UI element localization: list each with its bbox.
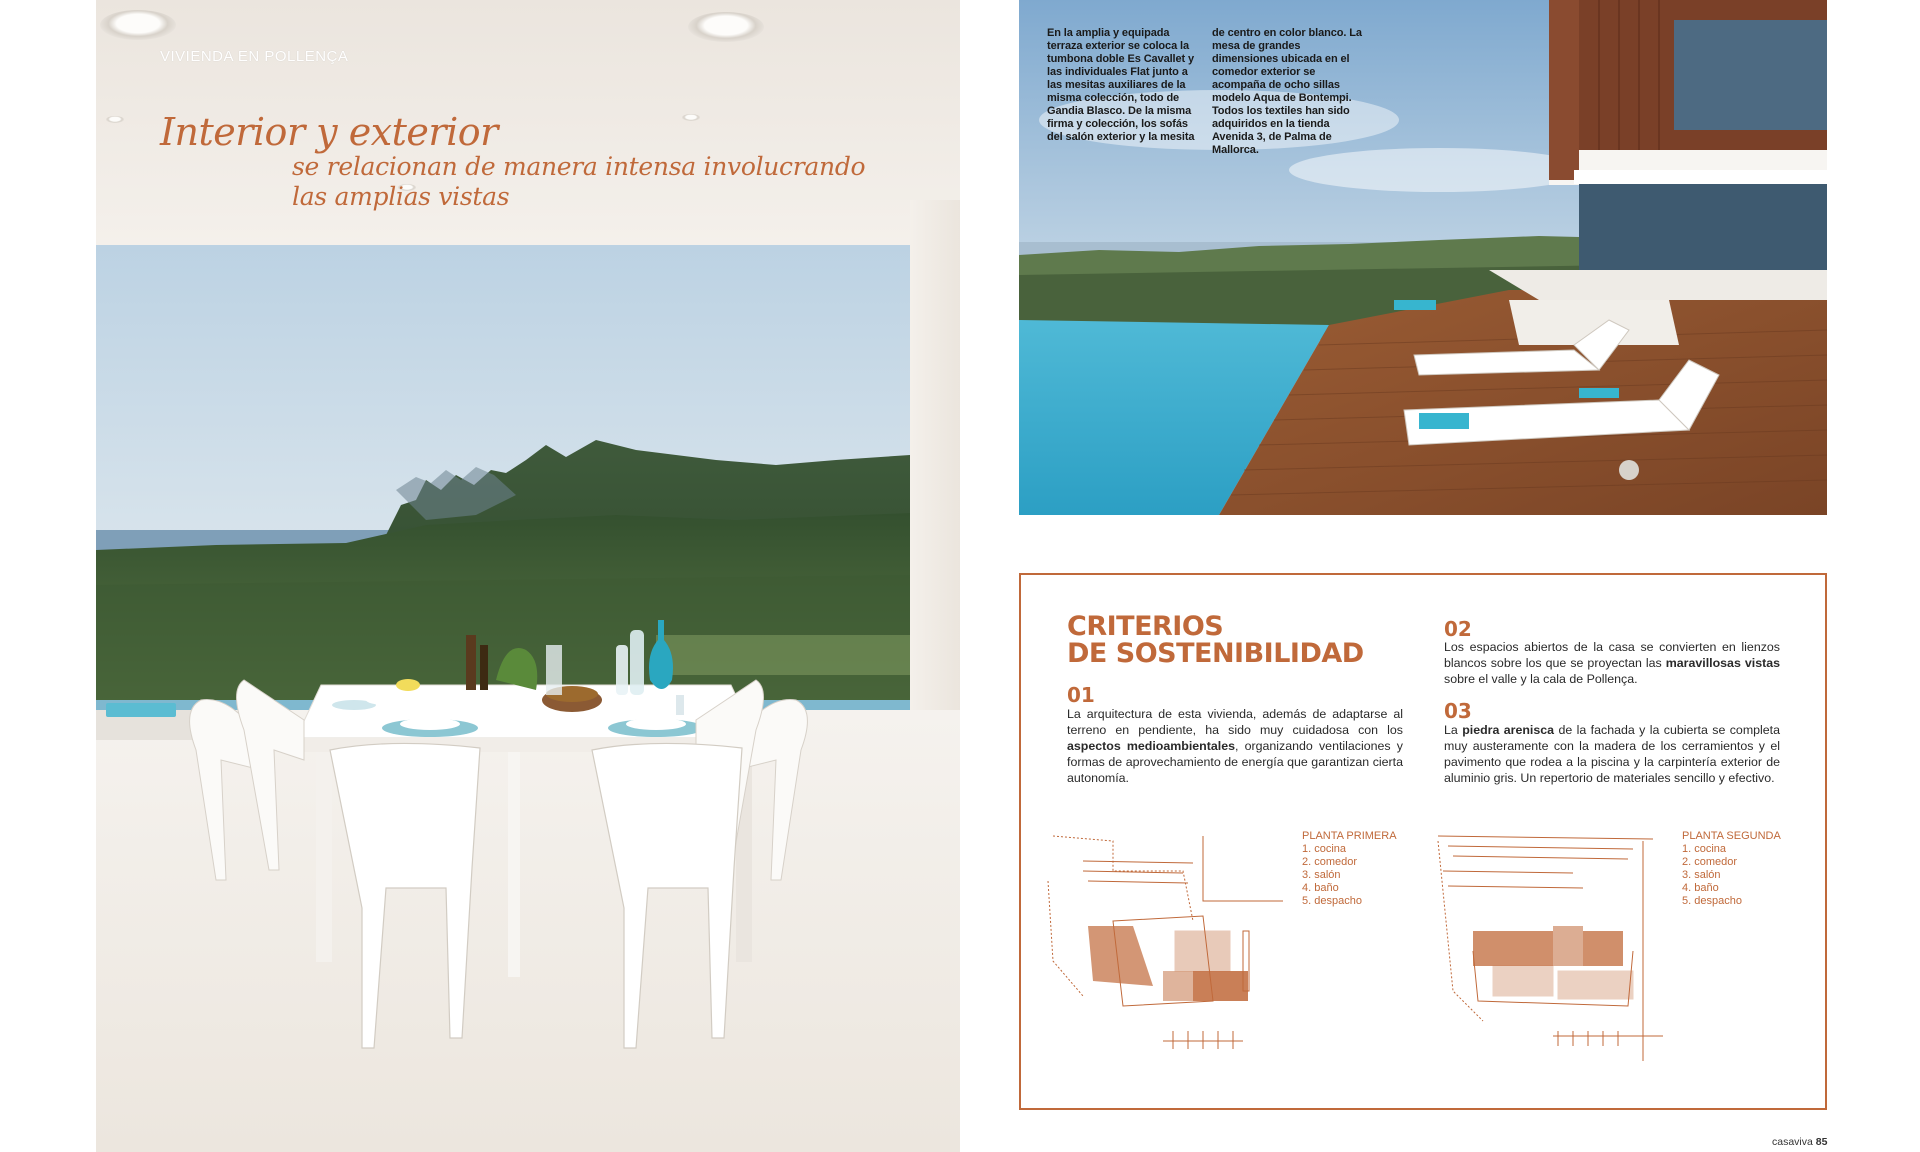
item-number-01: 01 xyxy=(1067,683,1095,707)
sustainability-box xyxy=(1019,573,1827,1110)
plan-legend-item: 3. salón xyxy=(1302,869,1341,881)
plan-legend-item: 5. despacho xyxy=(1682,895,1742,907)
item-text-01 xyxy=(1067,706,1403,786)
plan-legend-item: 5. despacho xyxy=(1302,895,1362,907)
plan-title-second: PLANTA SEGUNDA xyxy=(1682,830,1781,842)
headline-main: Interior y exterior xyxy=(160,110,498,154)
item-text-03 xyxy=(1444,722,1780,786)
ceiling-spotlight xyxy=(688,12,764,42)
photo-caption-col2: de centro en color blanco. La mesa de grandes dimensiones ubicada en el comedor exterior se acompaña de ocho sillas modelo Aqua de Bontempi. Todos los textiles han sido adquiridos en la tienda Avenida 3, de Palma de Mallorca. xyxy=(1212,27,1362,156)
headline-sub: se relacionan de manera intensa involucrando las amplias vistas xyxy=(292,152,866,211)
section-label: VIVIENDA EN POLLENÇA xyxy=(160,48,349,65)
plan-legend-item: 4. baño xyxy=(1302,882,1339,894)
plan-legend-item: 4. baño xyxy=(1682,882,1719,894)
sustainability-title-line2: DE SOSTENIBILIDAD xyxy=(1067,638,1364,669)
item-text-03-part1: La xyxy=(1444,723,1463,737)
sustainability-title xyxy=(1067,613,1427,667)
item-text-01-bold: aspectos medioambientales xyxy=(1067,739,1235,753)
plan-legend-item: 2. comedor xyxy=(1682,856,1738,868)
plan-legend-item: 2. comedor xyxy=(1302,856,1358,868)
item-text-02-bold: maravillosas vistas xyxy=(1665,656,1780,670)
photo-caption-col1: En la amplia y equipada terraza exterior se coloca la tumbona doble Es Cavallet y las individuales Flat junto a las mesitas auxiliares de la misma colección, todo de Gandia Blasco. De la misma firma y colección, los sofás del salón exterior y la mesita xyxy=(1047,27,1195,143)
plan-legend-second xyxy=(1682,830,1781,908)
item-number-02: 02 xyxy=(1444,617,1472,641)
item-text-02 xyxy=(1444,639,1780,687)
item-text-02-part1: Los espacios abiertos de la casa se convierten en lienzos blancos sobre los que se proyectan las xyxy=(1444,640,1780,670)
page-footer xyxy=(1772,1136,1827,1148)
plan-legend-item: 1. cocina xyxy=(1682,843,1727,855)
plan-legend-item: 1. cocina xyxy=(1302,843,1347,855)
page-number: 85 xyxy=(1815,1136,1828,1148)
plan-legend-first xyxy=(1302,830,1397,908)
ceiling-spotlight xyxy=(106,116,124,123)
item-text-03-bold: piedra arenisca xyxy=(1462,723,1555,737)
plan-title-first: PLANTA PRIMERA xyxy=(1302,830,1397,842)
sustainability-title-line1: CRITERIOS xyxy=(1067,611,1224,642)
item-text-03-part2: de la fachada y la cubierta se completa muy austeramente con la madera de los cerramientos y el pavimento que rodea a la piscina y la carpintería exterior de aluminio gris. Un repertorio de materiales sencillo y efectivo. xyxy=(1444,723,1781,785)
ceiling-spotlight xyxy=(100,10,176,40)
magazine-name: casaviva xyxy=(1772,1136,1813,1148)
plan-legend-item: 3. salón xyxy=(1682,869,1721,881)
item-text-02-part2: sobre el valle y la cala de Pollença. xyxy=(1444,672,1638,686)
ceiling-spotlight xyxy=(682,114,700,121)
item-text-01-part1: La arquitectura de esta vivienda, además de adaptarse al terreno en pendiente, ha sido muy cuidadosa con los xyxy=(1067,707,1403,737)
item-number-03: 03 xyxy=(1444,699,1472,723)
floor-plan-first xyxy=(1043,831,1283,1061)
floor-plan-second xyxy=(1433,831,1673,1066)
left-page xyxy=(96,0,960,1152)
dining-set-illustration xyxy=(96,560,960,1152)
item-text-01-part2: , organizando ventilaciones y formas de aprovechamiento de energía que garantizan cierta autonomía. xyxy=(1067,739,1403,785)
